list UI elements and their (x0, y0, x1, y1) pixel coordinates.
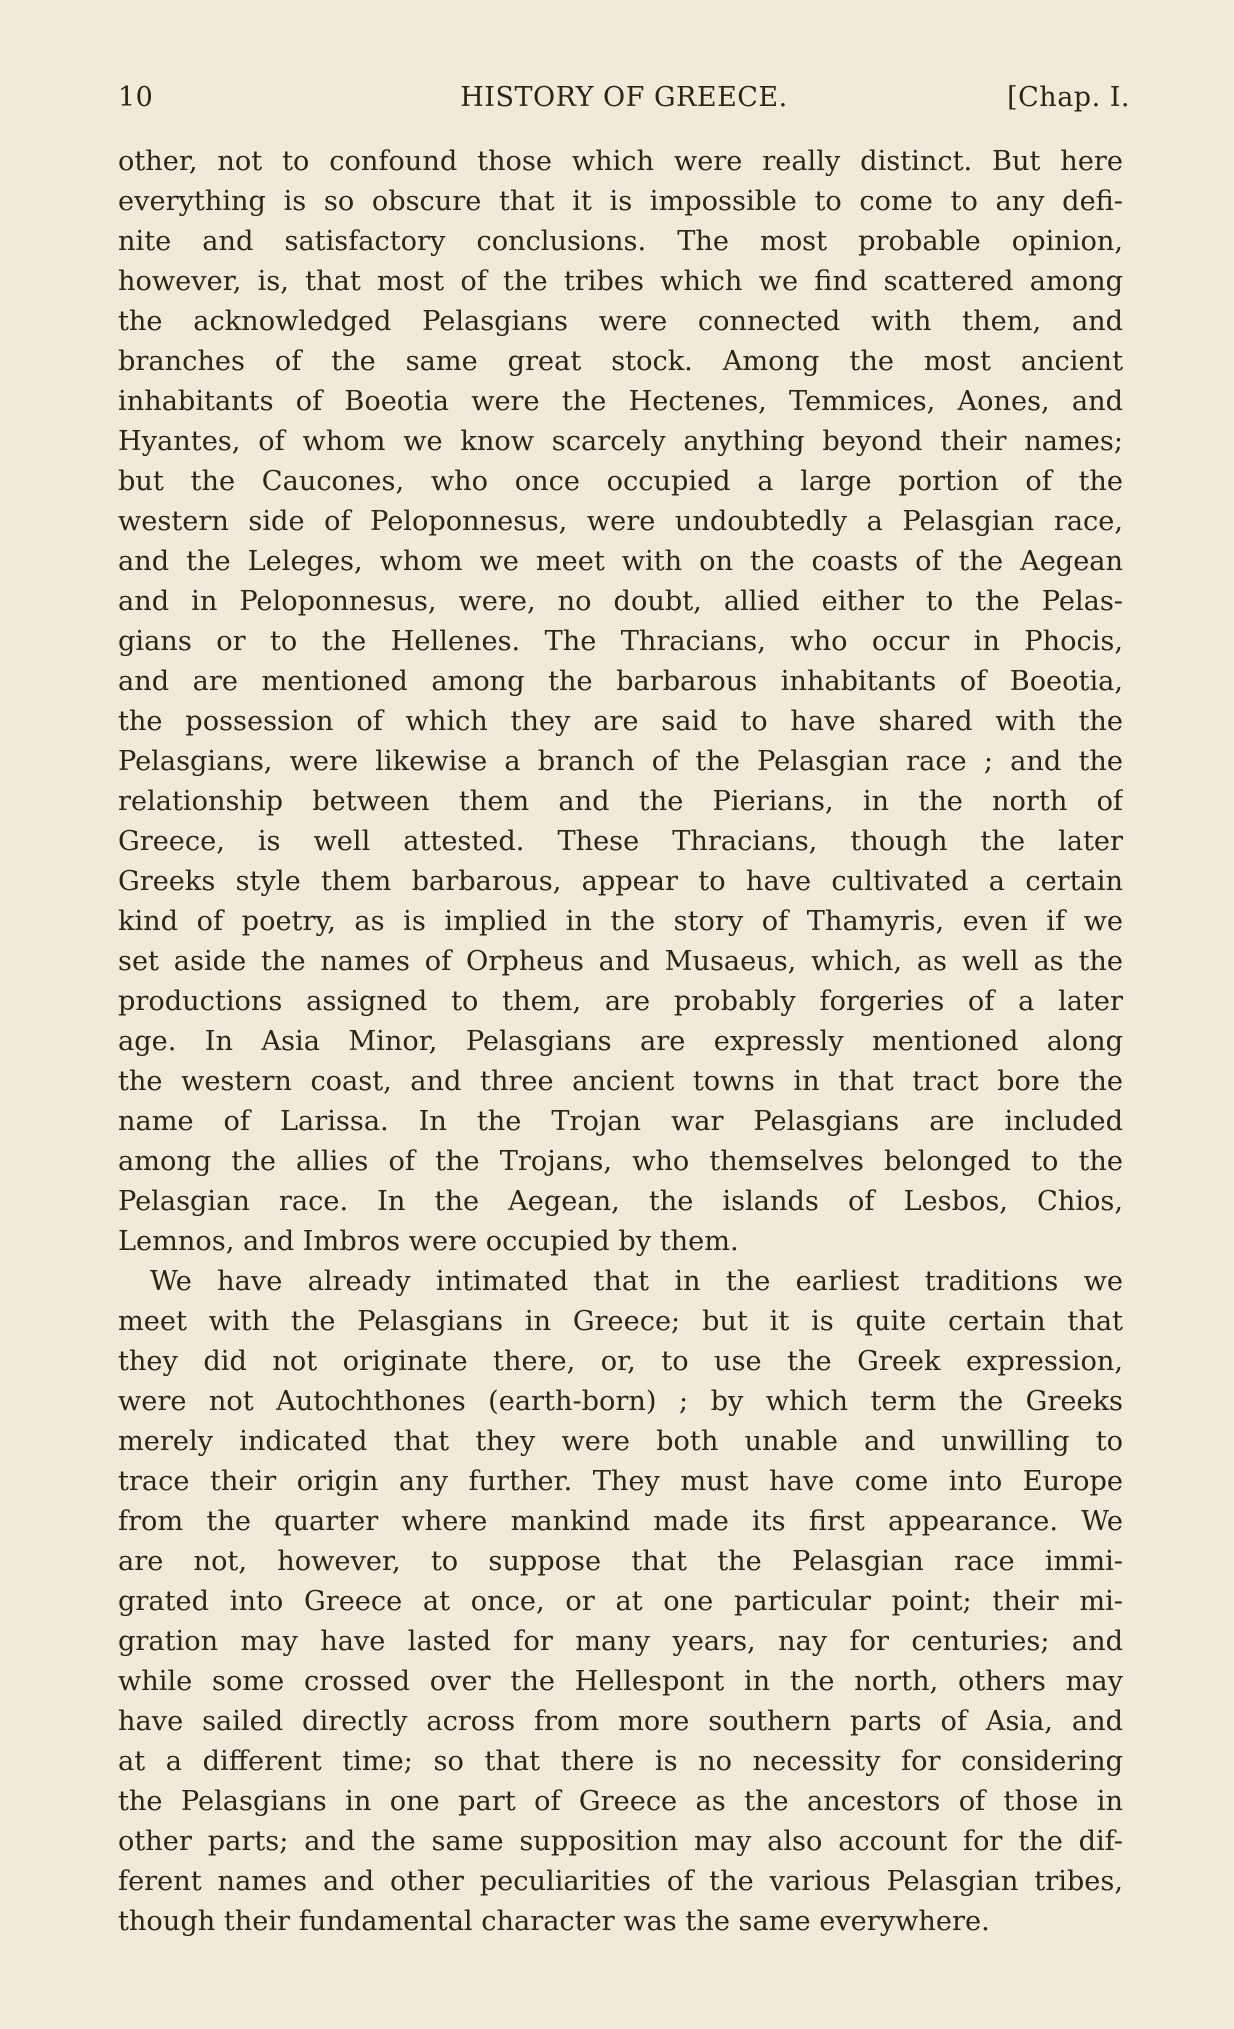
text-line: inhabitants of Boeotia were the Hectenes, Temmices, Aones, and (118, 386, 1123, 417)
text-line: gration may have lasted for many years, nay for centuries; and (118, 1626, 1123, 1657)
text-line: merely indicated that they were both unable and unwilling to (118, 1426, 1123, 1457)
text-line: Pelasgian race. In the Aegean, the islands of Lesbos, Chios, (118, 1186, 1123, 1217)
text-line: however, is, that most of the tribes which we find scattered among (118, 266, 1123, 297)
text-line: relationship between them and the Pierians, in the north of (118, 786, 1123, 817)
paragraph-start-line: We have already intimated that in the earliest traditions we (150, 1266, 1123, 1297)
chapter-reference: [Chap. I. (1007, 82, 1130, 113)
text-line: other parts; and the same supposition may also account for the dif- (118, 1826, 1123, 1857)
text-line: from the quarter where mankind made its first appearance. We (118, 1506, 1123, 1537)
text-line: other, not to confound those which were really distinct. But here (118, 146, 1123, 177)
text-line: nite and satisfactory conclusions. The most probable opinion, (118, 226, 1123, 257)
text-line: Pelasgians, were likewise a branch of the Pelasgian race ; and the (118, 746, 1123, 777)
running-head (118, 82, 1130, 132)
text-line: among the allies of the Trojans, who themselves belonged to the (118, 1146, 1123, 1177)
text-line: at a different time; so that there is no necessity for considering (118, 1746, 1123, 1777)
text-line: Greece, is well attested. These Thracians, though the later (118, 826, 1123, 857)
text-line: everything is so obscure that it is impossible to come to any defi- (118, 186, 1123, 217)
paragraph-end-line: Lemnos, and Imbros were occupied by them. (118, 1226, 739, 1257)
text-line: they did not originate there, or, to use the Greek expression, (118, 1346, 1123, 1377)
text-line: branches of the same great stock. Among the most ancient (118, 346, 1123, 377)
text-line: meet with the Pelasgians in Greece; but it is quite certain that (118, 1306, 1123, 1337)
text-line: and are mentioned among the barbarous inhabitants of Boeotia, (118, 666, 1123, 697)
body-text (118, 142, 1123, 1942)
text-line: and in Peloponnesus, were, no doubt, allied either to the Pelas- (118, 586, 1123, 617)
text-line: have sailed directly across from more southern parts of Asia, and (118, 1706, 1123, 1737)
page-number: 10 (118, 82, 154, 113)
text-line: are not, however, to suppose that the Pelasgian race immi- (118, 1546, 1123, 1577)
text-line: age. In Asia Minor, Pelasgians are expressly mentioned along (118, 1026, 1123, 1057)
text-line: Greeks style them barbarous, appear to have cultivated a certain (118, 866, 1123, 897)
text-line: the Pelasgians in one part of Greece as the ancestors of those in (118, 1786, 1123, 1817)
text-line: while some crossed over the Hellespont in the north, others may (118, 1666, 1123, 1697)
paragraph-end-line: though their fundamental character was the same everywhere. (118, 1906, 990, 1937)
running-title: HISTORY OF GREECE. (460, 82, 788, 113)
text-line: the acknowledged Pelasgians were connected with them, and (118, 306, 1123, 337)
text-line: but the Caucones, who once occupied a large portion of the (118, 466, 1123, 497)
text-line: name of Larissa. In the Trojan war Pelasgians are included (118, 1106, 1123, 1137)
text-line: grated into Greece at once, or at one particular point; their mi- (118, 1586, 1123, 1617)
text-line: the western coast, and three ancient towns in that tract bore the (118, 1066, 1123, 1097)
text-line: were not Autochthones (earth-born) ; by which term the Greeks (118, 1386, 1123, 1417)
text-line: productions assigned to them, are probably forgeries of a later (118, 986, 1123, 1017)
text-line: the possession of which they are said to have shared with the (118, 706, 1123, 737)
text-line: gians or to the Hellenes. The Thracians, who occur in Phocis, (118, 626, 1123, 657)
text-line: Hyantes, of whom we know scarcely anything beyond their names; (118, 426, 1123, 457)
text-line: trace their origin any further. They must have come into Europe (118, 1466, 1123, 1497)
text-line: kind of poetry, as is implied in the story of Thamyris, even if we (118, 906, 1123, 937)
text-line: western side of Peloponnesus, were undoubtedly a Pelasgian race, (118, 506, 1123, 537)
text-line: set aside the names of Orpheus and Musaeus, which, as well as the (118, 946, 1123, 977)
text-line: and the Leleges, whom we meet with on the coasts of the Aegean (118, 546, 1123, 577)
text-line: ferent names and other peculiarities of the various Pelasgian tribes, (118, 1866, 1123, 1897)
